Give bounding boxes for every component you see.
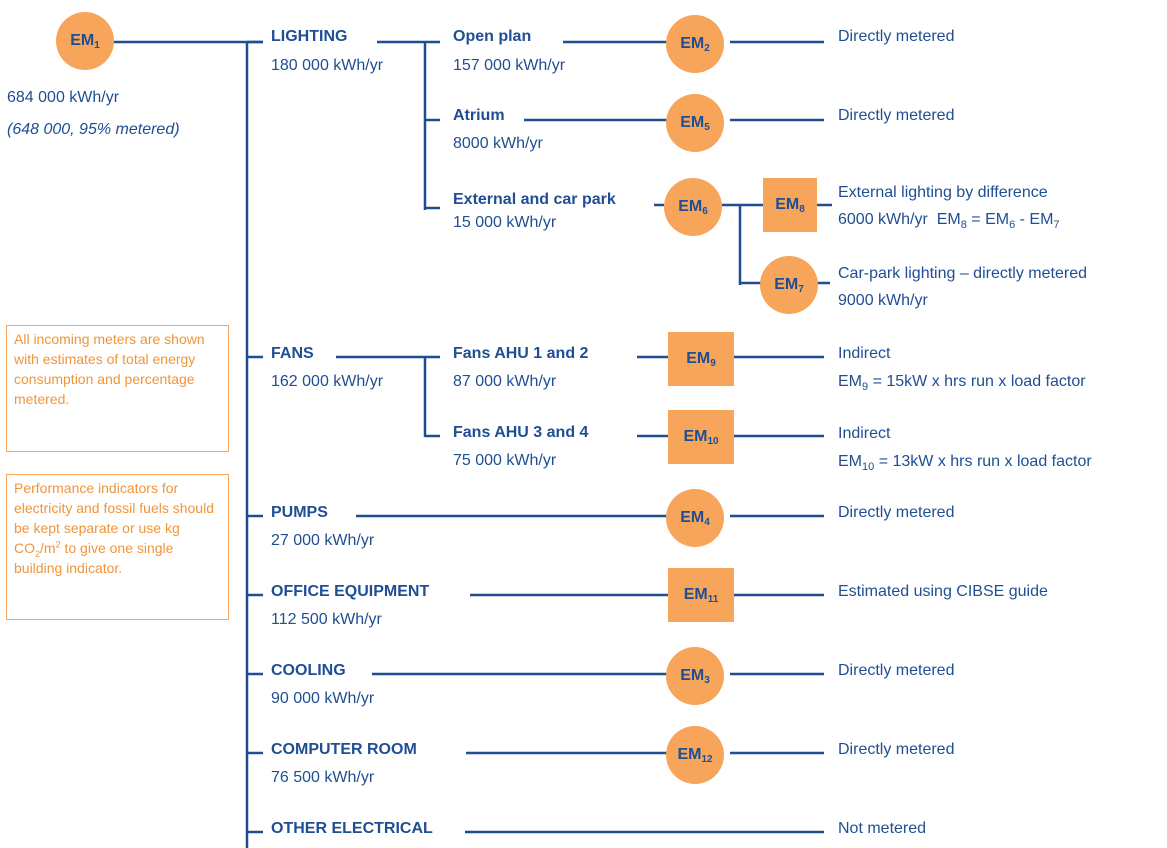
sub-fans-ahu-1-2: Fans AHU 1 and 2 xyxy=(453,345,589,362)
meter-em7-label: EM xyxy=(774,276,799,293)
formula-part: = 13kW x hrs run x load factor xyxy=(874,453,1092,470)
formula-part: - EM xyxy=(1015,211,1054,228)
meter-em10 xyxy=(668,410,734,464)
outcome-pumps: Directly metered xyxy=(838,504,955,521)
note-performance-text: Performance indicators for electricity and fossil fuels should be kept separate or use kg CO xyxy=(14,480,214,556)
outcome-carpark-title: Car-park lighting – directly metered xyxy=(838,265,1087,282)
meter-em5-sub: 5 xyxy=(704,121,710,133)
sub-fans-ahu-3-4: Fans AHU 3 and 4 xyxy=(453,424,589,441)
meter-em1 xyxy=(56,12,114,70)
category-lighting-value: 180 000 kWh/yr xyxy=(271,57,384,74)
meter-em1-label: EM xyxy=(70,32,95,49)
sub-external-car-park: External and car park xyxy=(453,191,616,208)
meter-em6 xyxy=(664,178,722,236)
formula-part: EM xyxy=(936,211,961,228)
meter-em6-sub: 6 xyxy=(702,205,708,217)
note-sup: 2 xyxy=(55,539,61,550)
sub-atrium-value: 8000 kWh/yr xyxy=(453,135,543,152)
meter-em8-sub: 8 xyxy=(799,203,805,215)
meter-em3-sub: 3 xyxy=(704,674,710,686)
formula-sub: 6 xyxy=(1009,219,1016,232)
category-office-equipment: OFFICE EQUIPMENT xyxy=(271,583,430,600)
category-fans-value: 162 000 kWh/yr xyxy=(271,373,384,390)
outcome-fans12-title: Indirect xyxy=(838,345,891,362)
meter-em4-label: EM xyxy=(680,509,705,526)
outcome-other: Not metered xyxy=(838,820,927,837)
outcome-cooling: Directly metered xyxy=(838,662,955,679)
meter-em7 xyxy=(760,256,818,314)
formula-part: = EM xyxy=(966,211,1010,228)
note-performance-indicators xyxy=(6,474,229,620)
category-computer-room: COMPUTER ROOM xyxy=(271,741,417,758)
sub-fans-ahu-3-4-value: 75 000 kWh/yr xyxy=(453,452,557,469)
meter-em2-label: EM xyxy=(680,35,705,52)
meter-em2 xyxy=(666,15,724,73)
note-performance-text: to give one single building indicator. xyxy=(14,540,174,576)
category-fans: FANS xyxy=(271,345,314,362)
meter-em11 xyxy=(668,568,734,622)
outcome-office: Estimated using CIBSE guide xyxy=(838,583,1048,600)
sub-open-plan: Open plan xyxy=(453,28,532,45)
formula-sub: 7 xyxy=(1053,219,1060,232)
outcome-computer: Directly metered xyxy=(838,741,955,758)
outcome-fans34-title: Indirect xyxy=(838,425,891,442)
category-cooling: COOLING xyxy=(271,662,346,679)
category-pumps-value: 27 000 kWh/yr xyxy=(271,532,375,549)
meter-em10-sub: 10 xyxy=(707,435,719,447)
formula-sub: 9 xyxy=(862,381,869,394)
category-cooling-value: 90 000 kWh/yr xyxy=(271,690,375,707)
meter-em9-sub: 9 xyxy=(710,357,716,369)
meter-em12-label: EM xyxy=(677,746,702,763)
meter-em8 xyxy=(763,178,817,232)
meter-em11-label: EM xyxy=(683,586,708,603)
note-incoming-meters: All incoming meters are shown with estimates of total energy consumption and percentage metered. xyxy=(6,325,229,452)
sub-atrium: Atrium xyxy=(453,107,505,124)
meter-em4 xyxy=(666,489,724,547)
meter-em7-sub: 7 xyxy=(798,283,804,295)
category-computer-room-value: 76 500 kWh/yr xyxy=(271,769,375,786)
category-other-electrical: OTHER ELECTRICAL xyxy=(271,820,433,837)
category-pumps: PUMPS xyxy=(271,504,328,521)
meter-em6-label: EM xyxy=(678,198,703,215)
outcome-open-plan: Directly metered xyxy=(838,28,955,45)
sub-open-plan-value: 157 000 kWh/yr xyxy=(453,57,566,74)
outcome-carpark-value: 9000 kWh/yr xyxy=(838,292,928,309)
formula-part: = 15kW x hrs run x load factor xyxy=(868,373,1086,390)
meter-em1-sub: 1 xyxy=(94,39,100,51)
outcome-fans34-formula xyxy=(838,452,1092,472)
meter-em12-sub: 12 xyxy=(701,753,713,765)
meter-em11-sub: 11 xyxy=(707,593,719,605)
meter-em5-label: EM xyxy=(680,114,705,131)
meter-em9 xyxy=(668,332,734,386)
meter-em10-label: EM xyxy=(683,428,708,445)
meter-em5 xyxy=(666,94,724,152)
category-lighting: LIGHTING xyxy=(271,28,348,45)
formula-sub: 8 xyxy=(960,219,967,232)
outcome-external-title: External lighting by difference xyxy=(838,184,1048,201)
formula-part: EM xyxy=(838,373,862,390)
metered-note: (648 000, 95% metered) xyxy=(7,121,180,138)
outcome-fans12-formula xyxy=(838,372,1086,392)
outcome-external-line xyxy=(838,210,1060,230)
note-sub: 2 xyxy=(35,548,41,559)
total-consumption: 684 000 kWh/yr xyxy=(7,89,120,106)
outcome-external-value: 6000 kWh/yr xyxy=(838,211,928,228)
meter-em12 xyxy=(666,726,724,784)
category-office-equipment-value: 112 500 kWh/yr xyxy=(271,611,382,628)
note-performance-text: /m xyxy=(40,540,56,556)
meter-em8-label: EM xyxy=(775,196,800,213)
meter-em9-label: EM xyxy=(686,350,711,367)
sub-external-car-park-value: 15 000 kWh/yr xyxy=(453,214,557,231)
formula-sub: 10 xyxy=(862,461,875,474)
meter-em3-label: EM xyxy=(680,667,705,684)
sub-fans-ahu-1-2-value: 87 000 kWh/yr xyxy=(453,373,557,390)
outcome-atrium: Directly metered xyxy=(838,107,955,124)
meter-em3 xyxy=(666,647,724,705)
meter-em4-sub: 4 xyxy=(704,516,710,528)
formula-part: EM xyxy=(838,453,862,470)
meter-em2-sub: 2 xyxy=(704,42,710,54)
